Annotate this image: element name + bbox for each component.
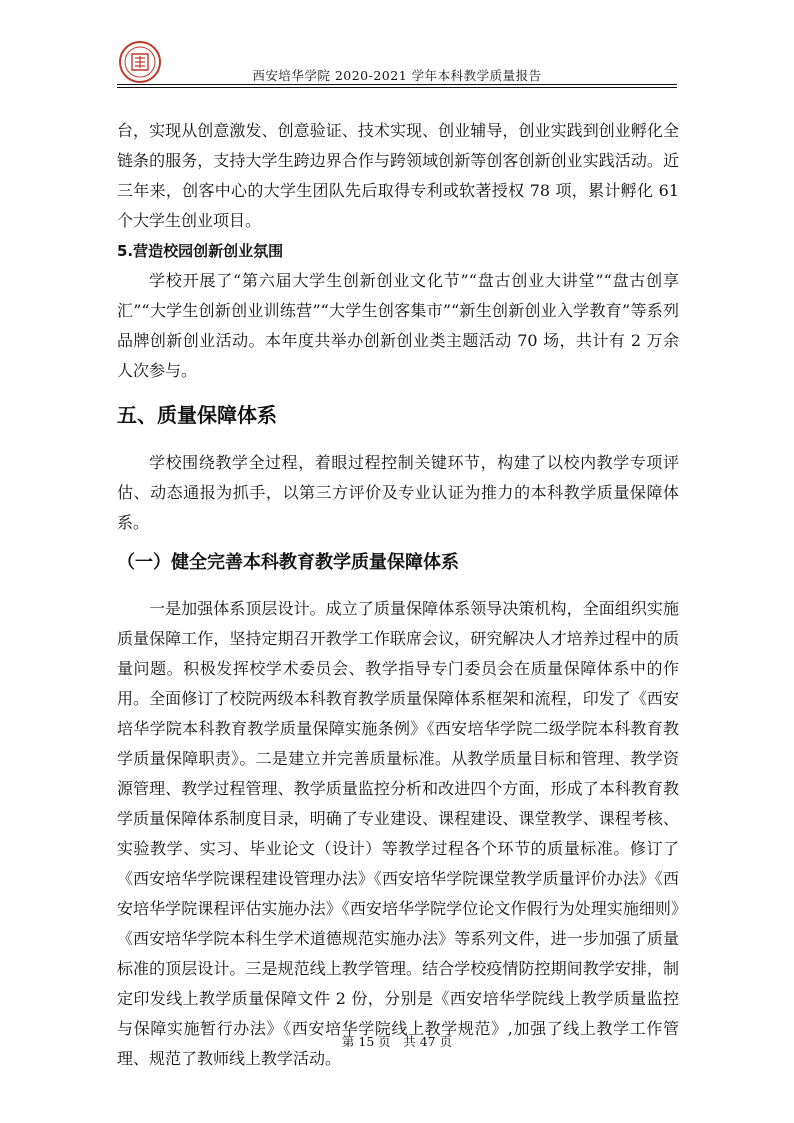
subsection-paragraph: 一是加强体系顶层设计。成立了质量保障体系领导决策机构，全面组织实施质量保障工作，坚持定期召开教学工作联席会议，研究解决人才培养过程中的质量问题。积极发挥校学术委员会、教学指导专门委员会在质量保障体系中的作用。全面修订了校院两级本科教育教学质量保障体系框架和流程，印发了《西安培华学院本科教育教学质量保障实施条例》《西安培华学院二级学院本科教育教学质量保障职责》。二是建立并完善质量标准。从教学质量目标和管理、教学资源管理、教学过程管理、教学质量监控分析和改进四个方面，形成了本科教育教学质量保障体系制度目录，明确了专业建设、课程建设、课堂教学、课程考核、实验教学、实习、毕业论文（设计）等教学过程各个环节的质量标准。修订了《西安培华学院课程建设管理办法》《西安培华学院课堂教学质量评价办法》《西安培华学院课程评估实施办法》《西安培华学院学位论文作假行为处理实施细则》《西安培华学院本科生学术道德规范实施办法》等系列文件，进一步加强了质量标准的顶层设计。三是规范线上教学管理。结合学校疫情防控期间教学安排，制定印发线上教学质量保障文件 2 份，分别是《西安培华学院线上教学质量监控与保障实施暂行办法》《西安培华学院线上教学规范》,加强了线上教学工作管理、规范了教师线上教学活动。 [117,599,679,1068]
header-rule [117,84,677,85]
page-number: 第 15 页 共 47 页 [341,1034,453,1049]
intro-paragraph: 台，实现从创意激发、创意验证、技术实现、创业辅导，创业实践到创业孵化全链条的服务，支持大学生跨边界合作与跨领域创新等创客创新创业实践活动。近三年来，创客中心的大学生团队先后取得专利或软著授权 78 项，累计孵化 61 个大学生创业项目。 [117,121,679,230]
running-header-title: 西安培华学院 2020-2021 学年本科教学质量报告 [252,68,542,83]
subheading-5: 5.营造校园创新创业氛围 [117,242,284,260]
paragraph-5: 学校开展了“第六届大学生创新创业文化节”“盘古创业大讲堂”“盘古创享汇”“大学生创新创业训练营”“大学生创客集市”“新生创新创业入学教育”等系列品牌创新创业活动。本年度共举办创新创业类主题活动 70 场，共计有 2 万余人次参与。 [117,271,679,380]
section-paragraph: 学校围绕教学全过程，着眼过程控制关键环节，构建了以校内教学专项评估、动态通报为抓手，以第三方评价及专业认证为推力的本科教学质量保障体系。 [117,453,679,532]
section-title: 五、质量保障体系 [117,403,277,427]
subsection-title: （一）健全完善本科教育教学质量保障体系 [117,552,459,573]
header-rule-thin [117,87,677,88]
page-content [117,116,679,1074]
